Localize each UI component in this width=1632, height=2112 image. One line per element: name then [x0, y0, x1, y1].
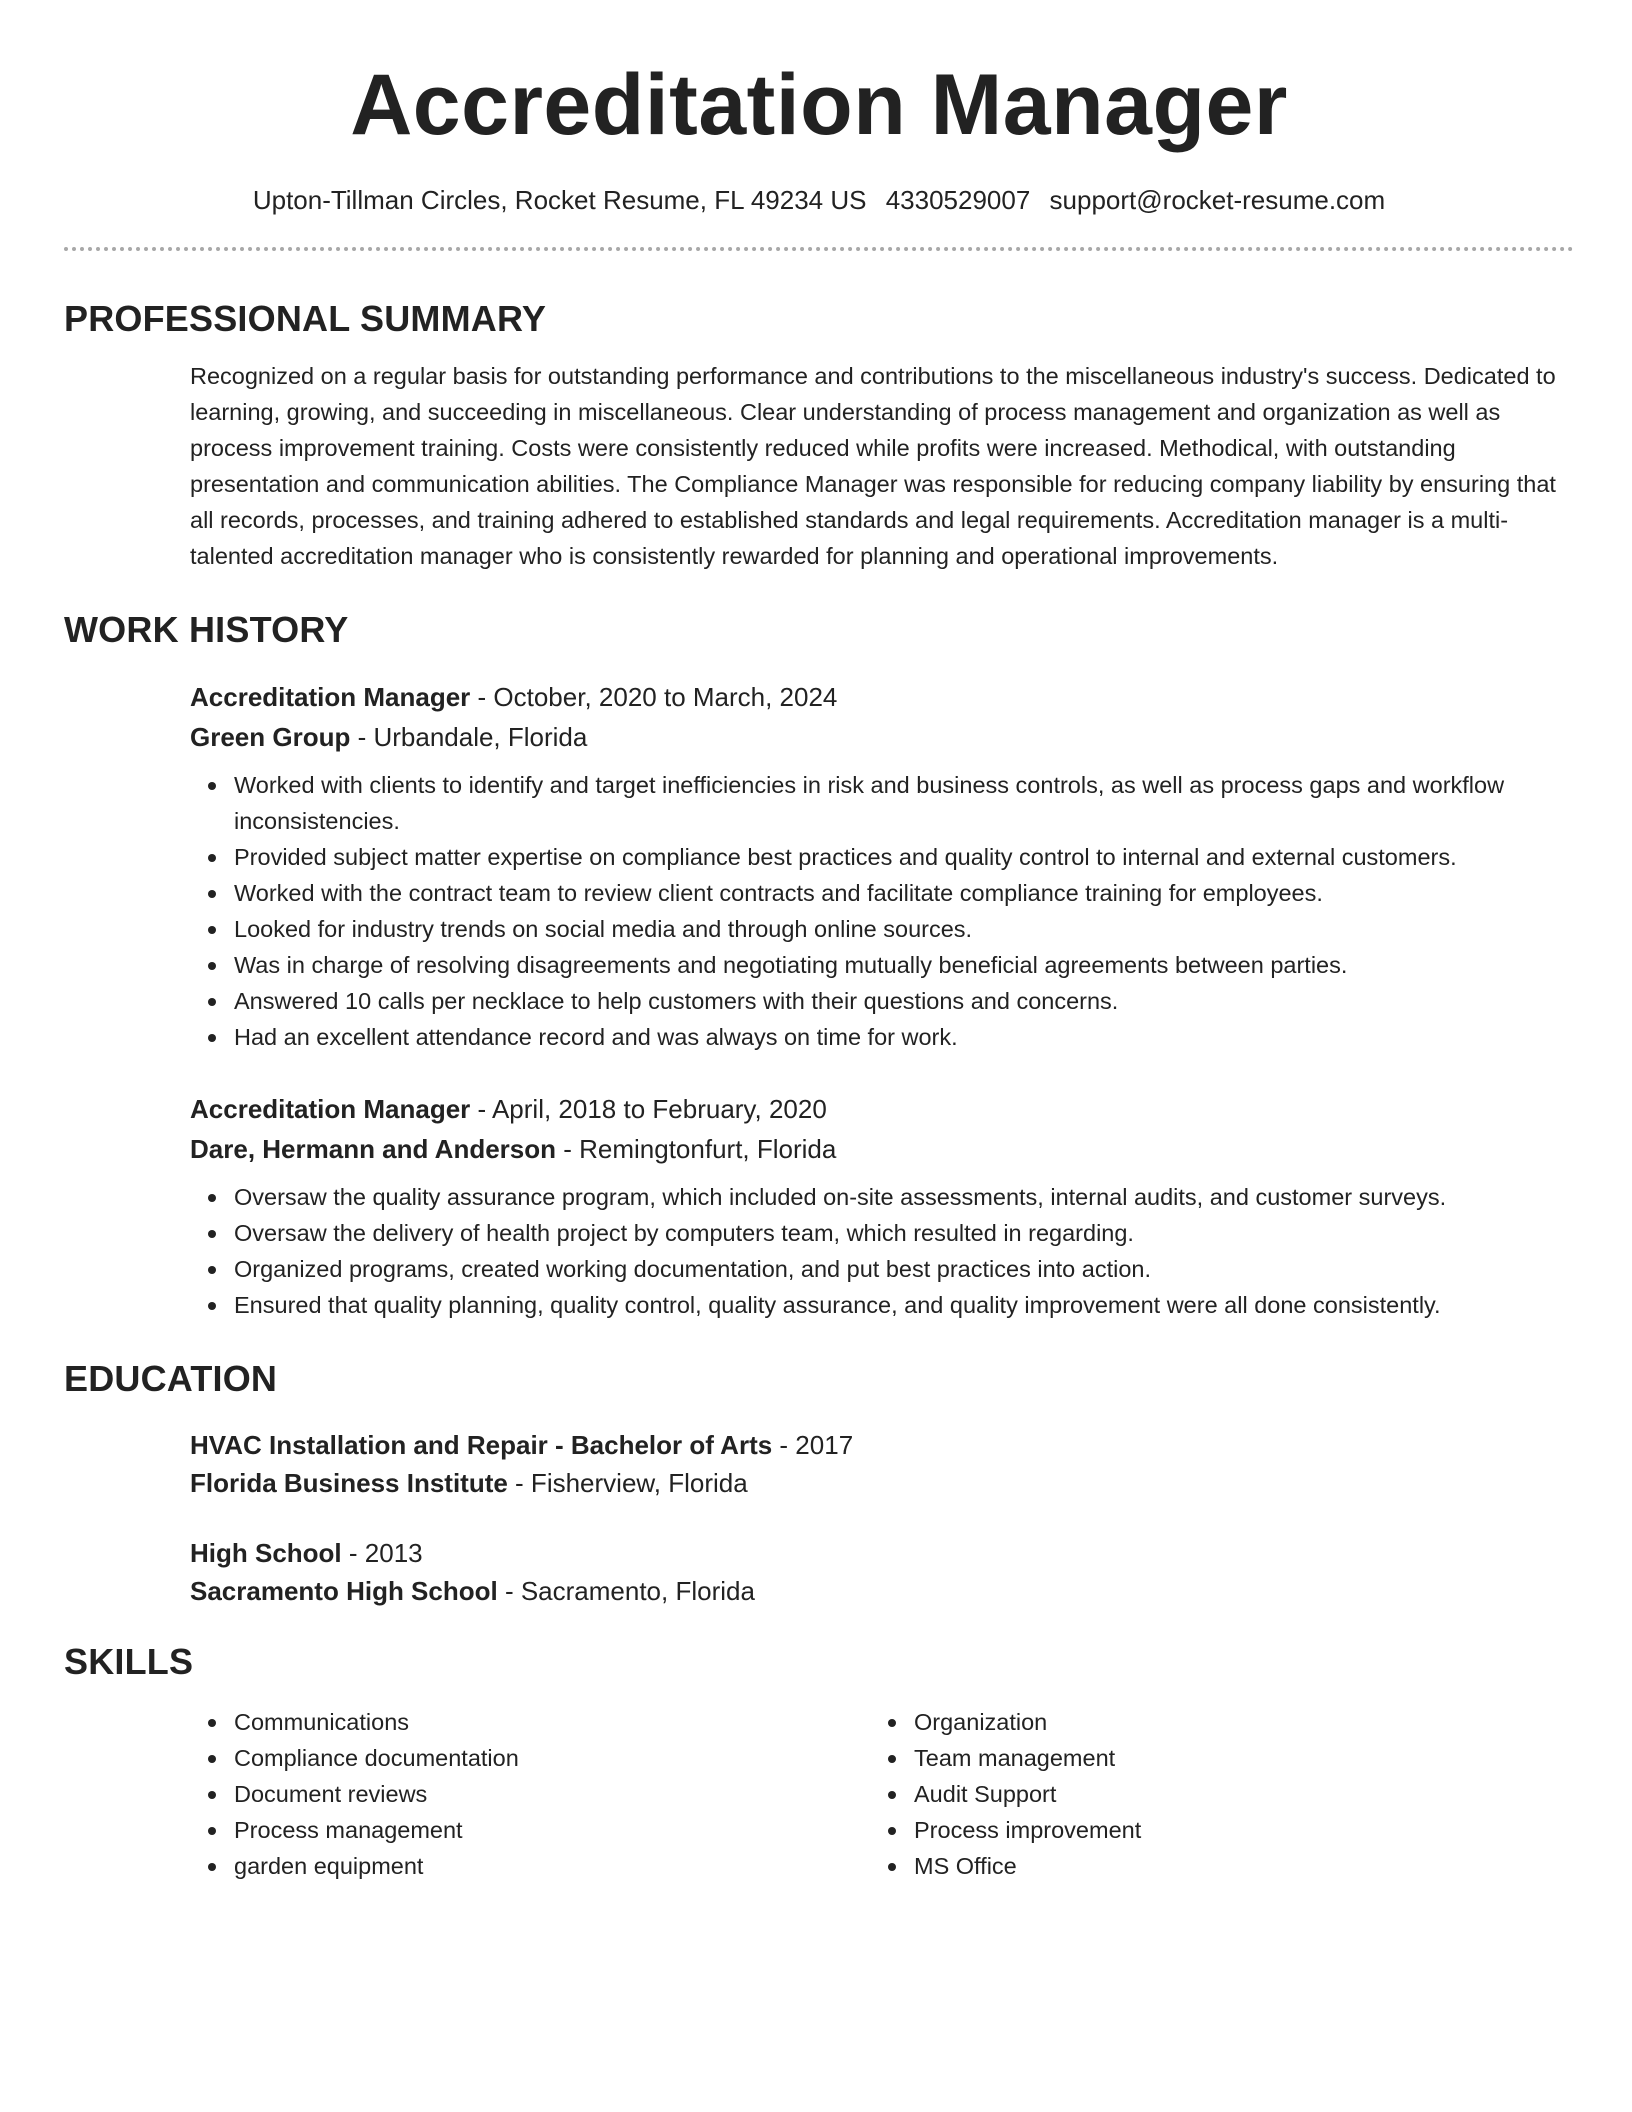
skill-item: Process management: [234, 1812, 870, 1848]
list-item: Worked with clients to identify and target inefficiencies in risk and business controls, as well as process gaps and workflow inconsistencies.: [234, 767, 1614, 839]
summary-section: [190, 358, 1574, 574]
section-title-skills: SKILLS: [64, 1641, 194, 1683]
skill-item: Organization: [914, 1704, 1550, 1740]
list-item: Provided subject matter expertise on compliance best practices and quality control to internal and external customers.: [234, 839, 1614, 875]
skill-item: Team management: [914, 1740, 1550, 1776]
education-entry: [190, 1534, 1574, 1610]
skill-item: Process improvement: [914, 1812, 1550, 1848]
job-entry: [190, 1089, 1574, 1323]
skill-item: Communications: [234, 1704, 870, 1740]
skills-section: [190, 1704, 1574, 1884]
header-divider: [64, 247, 1574, 251]
list-item: Looked for industry trends on social media and through online sources.: [234, 911, 1614, 947]
job-bullets: [190, 767, 1614, 1055]
education-section: [190, 1426, 1574, 1610]
list-item: Had an excellent attendance record and was always on time for work.: [234, 1019, 1614, 1055]
list-item: Was in charge of resolving disagreements and negotiating mutually beneficial agreements between parties.: [234, 947, 1614, 983]
job-location: - Urbandale, Florida: [350, 722, 588, 753]
job-role: Accreditation Manager: [190, 1094, 471, 1125]
skill-item: garden equipment: [234, 1848, 870, 1884]
contact-email: support@rocket-resume.com: [1049, 184, 1386, 215]
job-dates: - April, 2018 to February, 2020: [470, 1094, 827, 1125]
job-dates: - October, 2020 to March, 2024: [470, 682, 838, 713]
job-entry: [190, 677, 1574, 1055]
education-year: - 2013: [341, 1538, 423, 1569]
skill-item: Document reviews: [234, 1776, 870, 1812]
education-degree: HVAC Installation and Repair - Bachelor of Arts: [190, 1430, 773, 1461]
list-item: Ensured that quality planning, quality control, quality assurance, and quality improvement were all done consistently.: [234, 1287, 1614, 1323]
education-entry: [190, 1426, 1574, 1502]
contact-address: Upton-Tillman Circles, Rocket Resume, FL 49234 US: [252, 184, 867, 215]
candidate-name: Accreditation Manager: [350, 57, 1288, 153]
skills-columns: [190, 1704, 1574, 1884]
job-company-line: [190, 717, 1574, 757]
skill-item: Compliance documentation: [234, 1740, 870, 1776]
job-title-line: [190, 677, 1574, 717]
job-company-line: [190, 1129, 1574, 1169]
skill-item: Audit Support: [914, 1776, 1550, 1812]
contact-phone: 4330529007: [885, 184, 1031, 215]
resume-page: [64, 0, 1574, 1884]
list-item: Organized programs, created working documentation, and put best practices into action.: [234, 1251, 1614, 1287]
contact-line: [64, 185, 1574, 216]
education-degree-line: [190, 1426, 1574, 1464]
education-degree-line: [190, 1534, 1574, 1572]
summary-text: Recognized on a regular basis for outstanding performance and contributions to the miscellaneous industry's success. Dedicated to learning, growing, and succeeding in miscellaneous. Clear understanding of process management and organization as well as process improvement training. Costs were consistently reduced while profits were increased. Methodical, with outstanding presentation and communication abilities. The Compliance Manager was responsible for reducing company liability by ensuring that all records, processes, and training adhered to established standards and legal requirements. Accreditation manager is a multi-talented accreditation manager who is consistently rewarded for planning and operational improvements.: [190, 362, 1556, 569]
job-bullets: [190, 1179, 1614, 1323]
work-history-section: [190, 677, 1574, 1323]
job-location: - Remingtonfurt, Florida: [556, 1134, 837, 1165]
list-item: Oversaw the quality assurance program, which included on-site assessments, internal audits, and customer surveys.: [234, 1179, 1614, 1215]
education-degree: High School: [190, 1538, 342, 1569]
skills-list-right: [870, 1704, 1550, 1884]
section-title-work-history: WORK HISTORY: [64, 608, 349, 650]
education-school-line: [190, 1572, 1574, 1610]
skills-list-left: [190, 1704, 870, 1884]
job-role: Accreditation Manager: [190, 682, 471, 713]
job-company: Dare, Hermann and Anderson: [190, 1134, 557, 1165]
education-location: - Sacramento, Florida: [497, 1576, 755, 1607]
list-item: Oversaw the delivery of health project by computers team, which resulted in regarding.: [234, 1215, 1614, 1251]
education-school-line: [190, 1464, 1574, 1502]
education-school: Sacramento High School: [190, 1576, 498, 1607]
education-location: - Fisherview, Florida: [507, 1468, 748, 1499]
job-company: Green Group: [190, 722, 351, 753]
list-item: Answered 10 calls per necklace to help customers with their questions and concerns.: [234, 983, 1614, 1019]
section-title-summary: PROFESSIONAL SUMMARY: [64, 297, 547, 339]
section-title-education: EDUCATION: [64, 1358, 278, 1400]
list-item: Worked with the contract team to review client contracts and facilitate compliance training for employees.: [234, 875, 1614, 911]
education-school: Florida Business Institute: [190, 1468, 508, 1499]
education-year: - 2017: [772, 1430, 854, 1461]
job-title-line: [190, 1089, 1574, 1129]
skill-item: MS Office: [914, 1848, 1550, 1884]
